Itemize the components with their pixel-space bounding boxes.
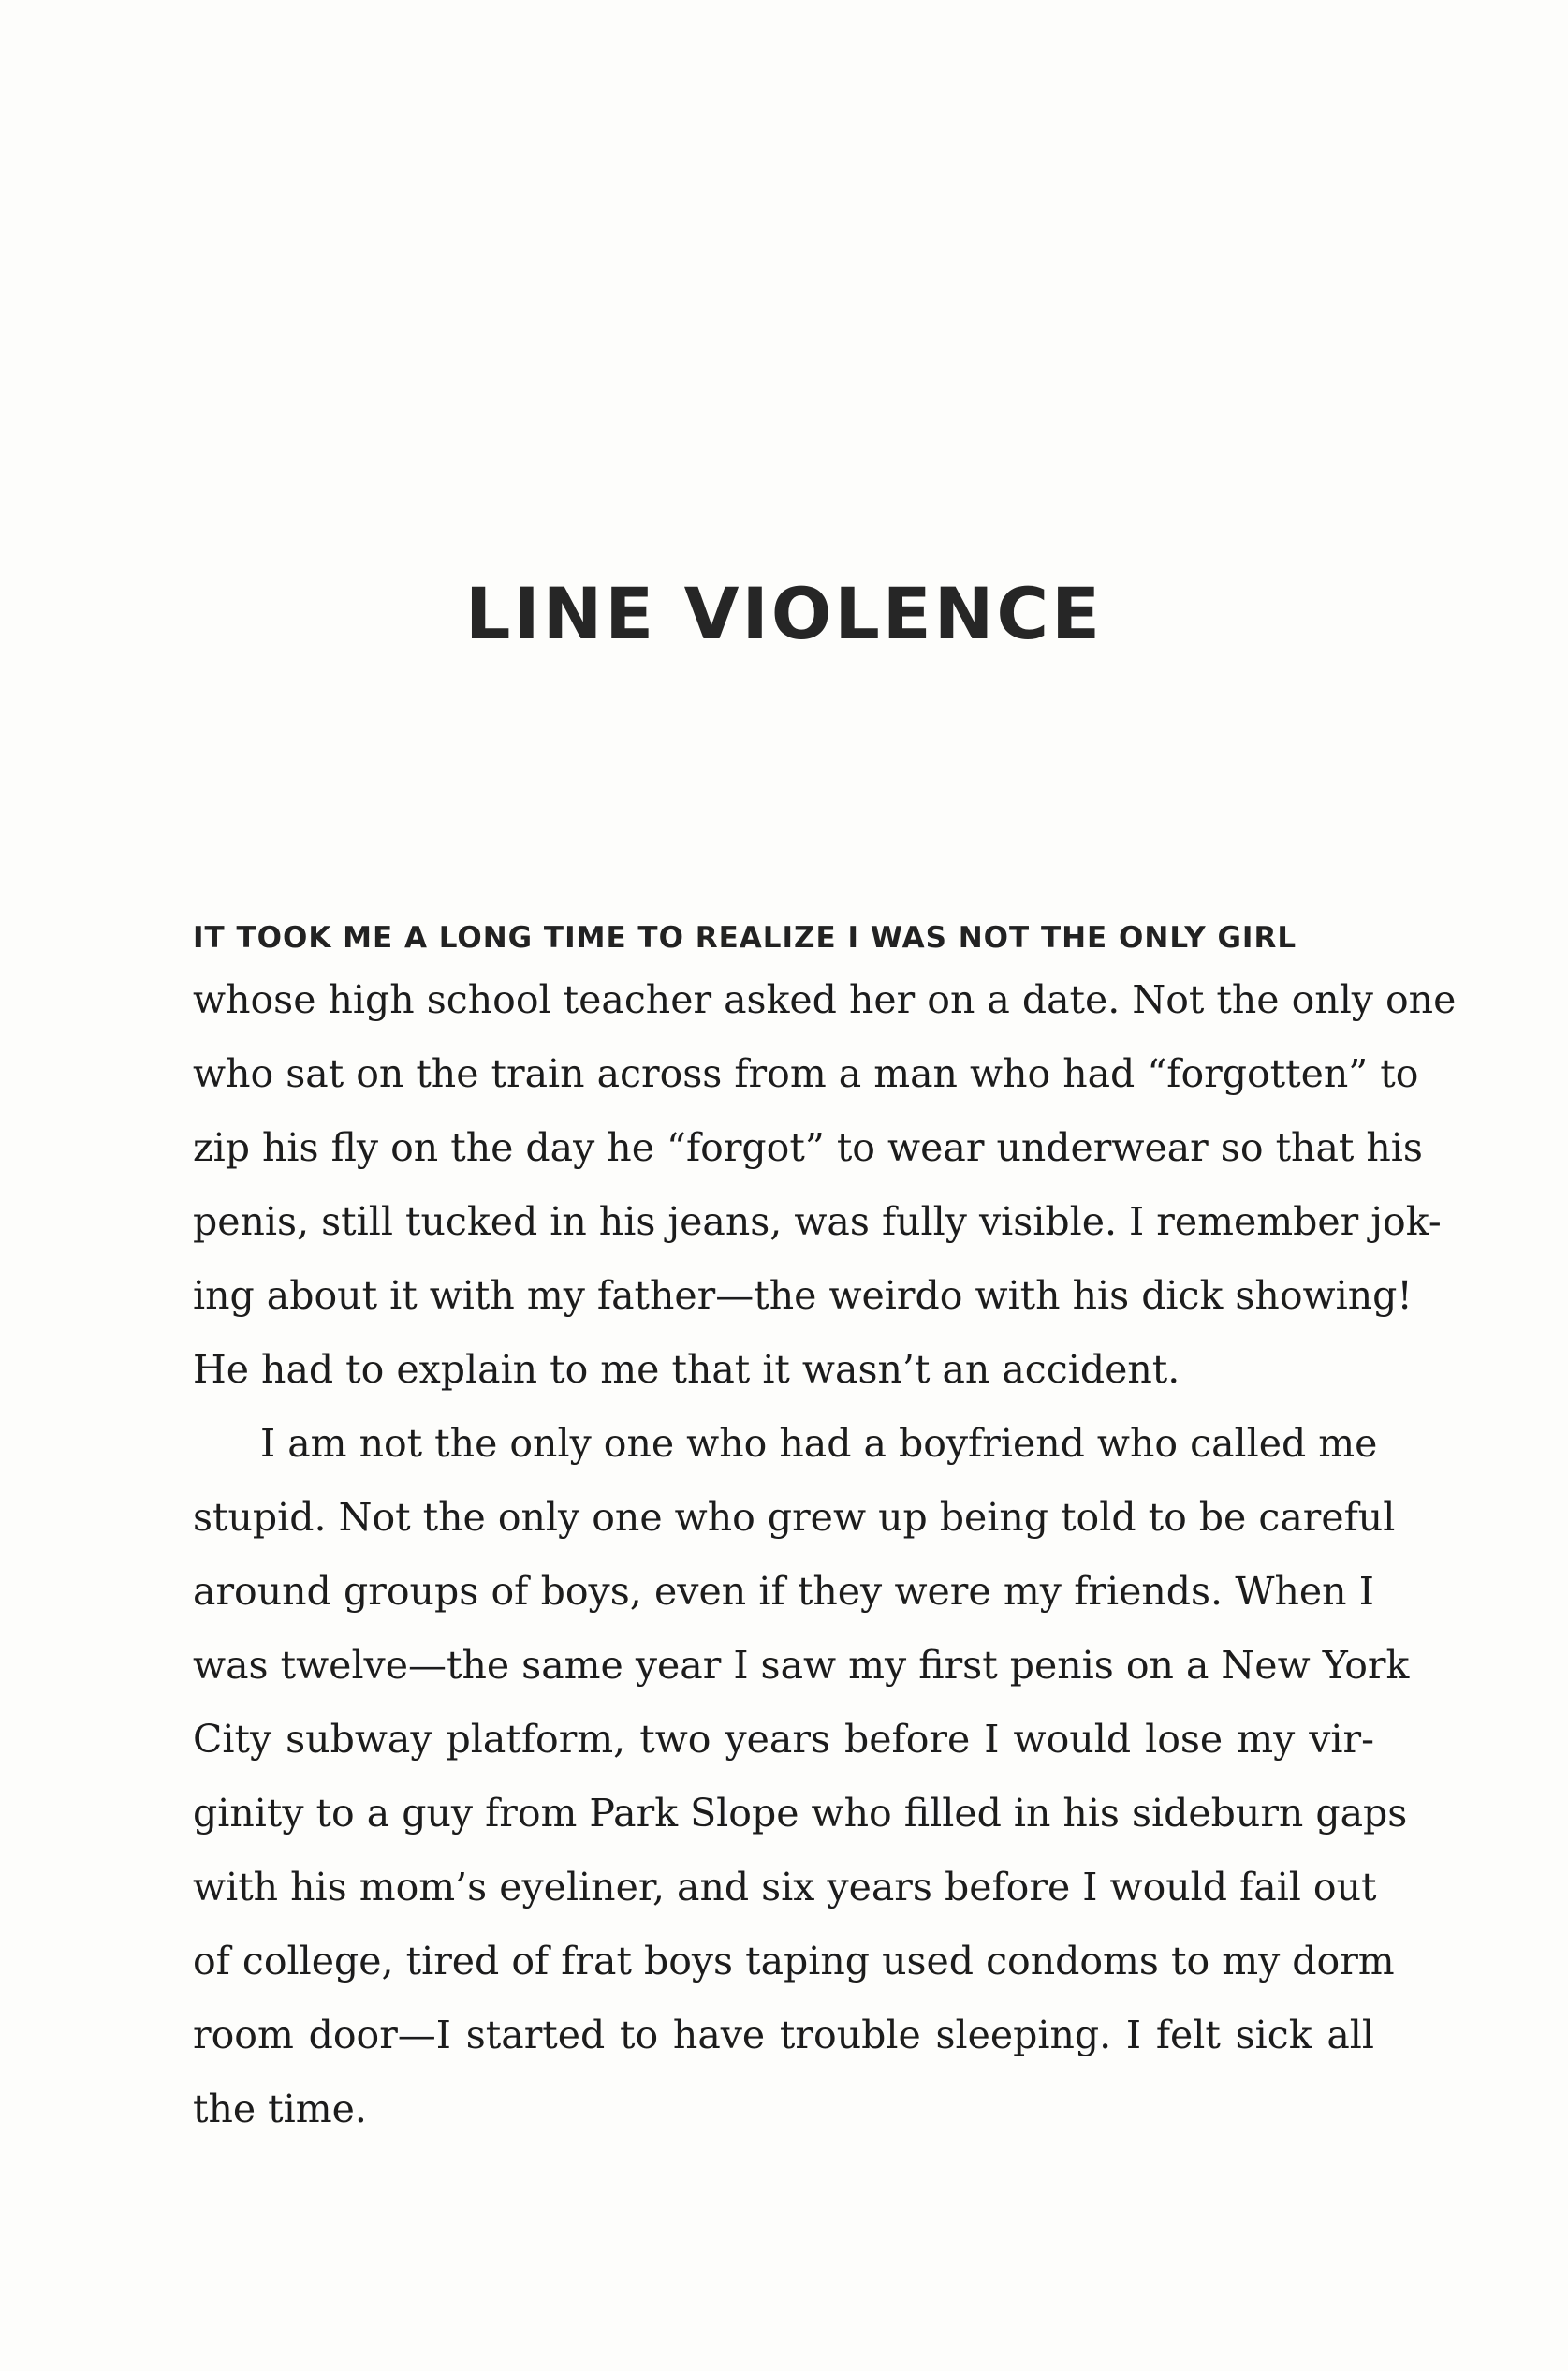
text-line: City subway platform, two years before I would lose my vir-	[193, 1717, 1374, 1762]
text-line: the time.	[193, 2086, 367, 2131]
text-line: with his mom’s eyeliner, and six years before I would fail out	[193, 1865, 1377, 1910]
text-line: around groups of boys, even if they were my friends. When I	[193, 1569, 1374, 1614]
paragraph-1	[193, 913, 1457, 1407]
paragraph-2	[193, 1407, 1410, 2146]
lead-in-caps: IT TOOK ME A LONG TIME TO REALIZE I WAS NOT THE ONLY GIRL	[193, 921, 1297, 955]
text-line: zip his fly on the day he “forgot” to wear underwear so that his	[193, 1125, 1423, 1170]
text-line: penis, still tucked in his jeans, was fully visible. I remember jok-	[193, 1199, 1442, 1244]
text-line: whose high school teacher asked her on a date. Not the only one	[193, 977, 1457, 1022]
body-text	[193, 913, 1457, 2146]
text-line: stupid. Not the only one who grew up being told to be careful	[193, 1495, 1396, 1540]
text-line: was twelve—the same year I saw my first penis on a New York	[193, 1643, 1410, 1688]
chapter-title: LINE VIOLENCE	[464, 572, 1104, 655]
text-line: He had to explain to me that it wasn’t an accident.	[193, 1347, 1180, 1392]
text-line: ing about it with my father—the weirdo with his dick showing!	[193, 1273, 1413, 1318]
text-line: I am not the only one who had a boyfriend who called me	[260, 1421, 1378, 1466]
text-line: of college, tired of frat boys taping used condoms to my dorm	[193, 1939, 1395, 1983]
text-line: room door—I started to have trouble sleeping. I felt sick all	[193, 2012, 1374, 2057]
text-line: ginity to a guy from Park Slope who filled in his sideburn gaps	[193, 1791, 1408, 1836]
text-line: who sat on the train across from a man who had “forgotten” to	[193, 1051, 1419, 1096]
